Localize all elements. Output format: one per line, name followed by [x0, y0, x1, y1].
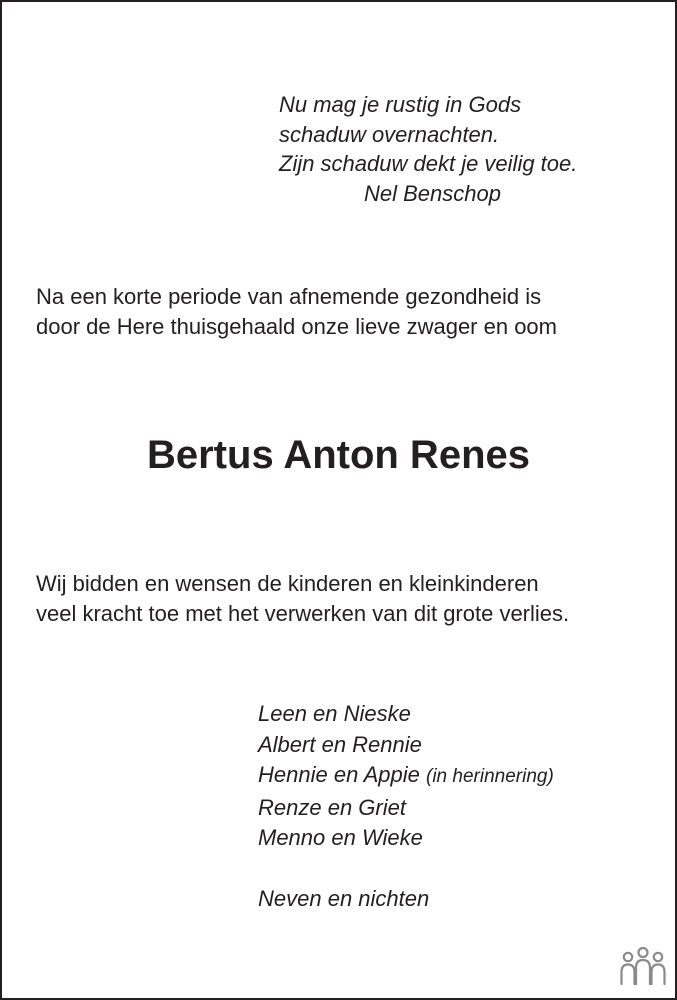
family-name-text: Leen en Nieske [258, 701, 411, 726]
intro-text [36, 282, 557, 342]
family-name [258, 760, 554, 793]
intro-line: door de Here thuisgehaald onze lieve zwager en oom [36, 314, 557, 339]
family-signatures [258, 699, 554, 914]
family-name [258, 699, 554, 730]
condolence-line: Wij bidden en wensen de kinderen en kleinkinderen [36, 571, 539, 596]
condolence-text [36, 569, 569, 629]
memorial-note: (in herinnering) [426, 766, 554, 787]
family-name [258, 823, 554, 854]
family-closing: Neven en nichten [258, 885, 430, 911]
family-name-text: Renze en Griet [258, 794, 406, 820]
family-name-text: Albert en Rennie [258, 731, 422, 757]
family-name [258, 730, 554, 761]
family-name [258, 793, 554, 824]
poem-line: Zijn schaduw dekt je veilig toe. [279, 151, 578, 176]
deceased-name: Bertus Anton Renes [146, 433, 530, 477]
intro-line: Na een korte periode van afnemende gezondheid is [36, 284, 542, 309]
spacer [258, 854, 554, 884]
poem-line: Nu mag je rustig in Gods [279, 92, 522, 117]
family-name-text: Hennie en Appie [258, 762, 420, 787]
family-people-icon [619, 946, 667, 988]
condolence-line: veel kracht toe met het verwerken van dit grote verlies. [36, 601, 570, 626]
poem-author: Nel Benschop [364, 180, 501, 206]
family-name-text: Menno en Wieke [258, 825, 423, 850]
poem-line: schaduw overnachten. [279, 121, 500, 147]
poem-quote [279, 90, 577, 208]
